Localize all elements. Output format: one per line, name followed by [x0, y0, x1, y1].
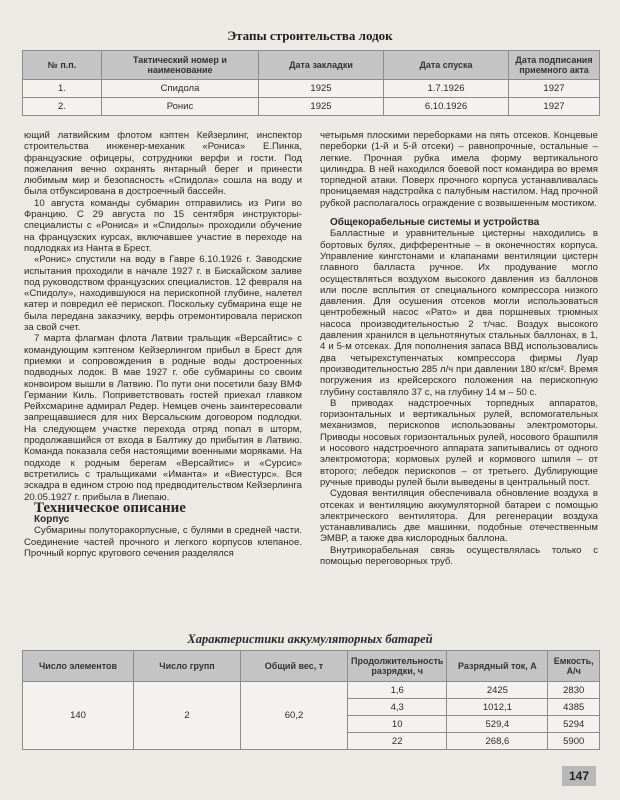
stages-header-name: Тактический номер и наименование — [102, 51, 259, 80]
paragraph: ющий латвийским флотом кэптен Кейзерлинг, инспектор строительства инженер-механик «Рониса» Е.Пинка, французские офицеры, сотрудники верфи и гости. Под пожелания вечно охранять янтарный берег и принести любимым мир и безопасность «Спидола» сошла на воду и была отбуксирована в достроечный бассейн. — [24, 130, 302, 198]
battery-header-current: Разрядный ток, А — [447, 651, 548, 682]
paragraph: четырьмя плоскими переборками на пять отсеков. Концевые переборки (1-й и 5-й отсеки) – равнопрочные, остальные – легкие. Прочная рубка имела форму вертикального цилиндра. В ней находился боевой пост командира во время торпедной атаки. Поверх прочного корпуса устанавливалась проницаемая надстройка с палубным настилом. Над прочной рубкой располагалось ограждение с возвышенным мостиком. — [320, 130, 598, 209]
table-cell: 2830 — [548, 682, 600, 699]
stages-table-title: Этапы строительства лодок — [227, 28, 393, 43]
right-column — [320, 130, 598, 567]
table-cell: 1927 — [509, 80, 600, 98]
table-cell: 60,2 — [241, 682, 348, 750]
paragraph: В приводах надстроечных торпедных аппаратов, горизонтальных и вертикальных рулей, вспомогательных механизмов, перископов использованы электромоторы. Приводы носовых горизонтальных рулей, носового брашпиля и носового надстроечного аппарата запитывались от одного электромотора; кормовых рулей и кормового шпиля – от второго; лебедок перископов – от третьего. Дублирующие ручные приводы рулей были выведены в центральный пост. — [320, 397, 598, 488]
page-number: 147 — [562, 766, 596, 786]
table-cell: Спидола — [102, 80, 259, 98]
battery-header-elements: Число элементов — [23, 651, 134, 682]
table-cell: 1012,1 — [447, 699, 548, 716]
table-row — [23, 98, 600, 116]
paragraph: Балластные и уравнительные цистерны находились в бортовых булях, дифферентные – в оконечностях корпуса. Управление кингстонами и клапанами вентиляции цистерн главного балласта ручное. Их продувание могло осуществляться воздухом высокого давления из баллонов или после всплытия от специального компрессора низкого давления. Для осушения отсеков могли использоваться центробежный насос «Рато» и два поршневых трюмных насоса производительностью 2 т/час. Воздух высокого давления хранился в цельнотянутых стальных баллонах, в 1, 4 и 5-м отсеках. Для пополнения запаса ВВД использовались два четырехступенчатых компрессора фирмы Луар производительностью 285 л/ч при давлении 180 кг/см². Время погружения из крейсерского положения на перископную глубину составляло 37 с, на глубину 14 м – 50 с. — [320, 228, 598, 398]
table-cell: 22 — [348, 733, 447, 750]
battery-table — [22, 650, 600, 750]
paragraph: 10 августа команды субмарин отправились из Риги во Францию. С 29 августа по 15 сентября инструкторы-специалисты с «Рониса» и «Спидолы» проходили обучение на французских курсах, включавшее участие в переходе на подлодках из Нанта в Брест. — [24, 197, 302, 254]
table-cell: 140 — [23, 682, 134, 750]
battery-table-header-row — [23, 651, 600, 682]
table-cell: 1.7.1926 — [384, 80, 509, 98]
table-cell: 1. — [23, 80, 102, 98]
table-cell: 2. — [23, 98, 102, 116]
table-cell: 5900 — [548, 733, 600, 750]
left-column — [24, 130, 302, 559]
table-cell: 2425 — [447, 682, 548, 699]
table-row — [23, 682, 600, 699]
table-cell: 4385 — [548, 699, 600, 716]
battery-header-weight: Общий вес, т — [241, 651, 348, 682]
paragraph: Внутрикорабельная связь осуществлялась только с помощью переговорных труб. — [320, 544, 598, 567]
paragraph: Субмарины полуторакорпусные, с булями в средней части. Соединение частей прочного и легкого корпусов клепаное. Прочный корпус кругового сечения разделялся — [24, 525, 302, 559]
table-cell: 2 — [134, 682, 241, 750]
battery-header-groups: Число групп — [134, 651, 241, 682]
stages-header-accept: Дата подписания приемного акта — [509, 51, 600, 80]
table-cell: 1,6 — [348, 682, 447, 699]
table-cell: 1925 — [259, 98, 384, 116]
subsection-heading: Корпус — [34, 514, 70, 526]
stages-table-header-row — [23, 51, 600, 80]
table-cell: 268,6 — [447, 733, 548, 750]
table-cell: 529,4 — [447, 716, 548, 733]
section-heading: Техническое описание — [34, 499, 186, 516]
paragraph: «Ронис» спустили на воду в Гавре 6.10.1926 г. Заводские испытания проходили в начале 1927 г. в Бискайском заливе под руководством французских специалистов. 12 февраля на «Спидолу», находившуюся на перископной глубине, налетел катер и повредил её перископ. Поскольку субмарина еще не была передана заказчику, верфь отремонтировала перископ за свой счет. — [24, 254, 302, 334]
table-row — [23, 80, 600, 98]
table-cell: 10 — [348, 716, 447, 733]
table-cell: 6.10.1926 — [384, 98, 509, 116]
paragraph: 7 марта флагман флота Латвии тральщик «Версайтис» с командующим кэптеном Кейзерлингом прибыл в Брест для приемки и сопровождения в родные воды достроенных подводных лодок. В мае 1927 г. обе субмарины со своим конвоиром вышли в Латвию. По пути они посетили базу ВМФ Германии Киль. Поприветствовать гостей приехал главком Рейхсмарине адмирал Редер. Немцев очень заинтересовали запрещавшиеся для них Версальским договором подлодки. На следующем участке перехода отряд попал в шторм, продолжавшийся от входа в Балтику до прибытия в Латвию. Команда показала себя настоящими военными моряками. На подходе к родным берегам «Версайтис» и «Сурсис» встретились с тральщиками «Иманта» и «Виестурс». Вся эскадра в едином строю под предводительством Кейзерлинга 20.05.1927 г. прибыла в Лиепаю. — [24, 333, 302, 503]
stages-table — [22, 50, 600, 116]
table-cell: 4,3 — [348, 699, 447, 716]
table-cell: 5294 — [548, 716, 600, 733]
stages-header-launch: Дата спуска — [384, 51, 509, 80]
table-cell: Ронис — [102, 98, 259, 116]
battery-header-duration: Продолжительность разрядки, ч — [348, 651, 447, 682]
battery-table-title: Характеристики аккумуляторных батарей — [187, 632, 433, 646]
battery-header-capacity: Емкость, А/ч — [548, 651, 600, 682]
stages-header-num: № п.п. — [23, 51, 102, 80]
paragraph: Судовая вентиляция обеспечивала обновление воздуха в отсеках и вентиляцию аккумуляторной батареи с помощью электрического вентилятора. Для регенерации воздуха устанавливались две машинки, подобные отечественным ЭМВР, а также два кислородных баллона. — [320, 488, 598, 545]
table-cell: 1925 — [259, 80, 384, 98]
stages-header-laid: Дата закладки — [259, 51, 384, 80]
table-cell: 1927 — [509, 98, 600, 116]
subsection-heading: Общекорабельные системы и устройства — [330, 217, 540, 229]
